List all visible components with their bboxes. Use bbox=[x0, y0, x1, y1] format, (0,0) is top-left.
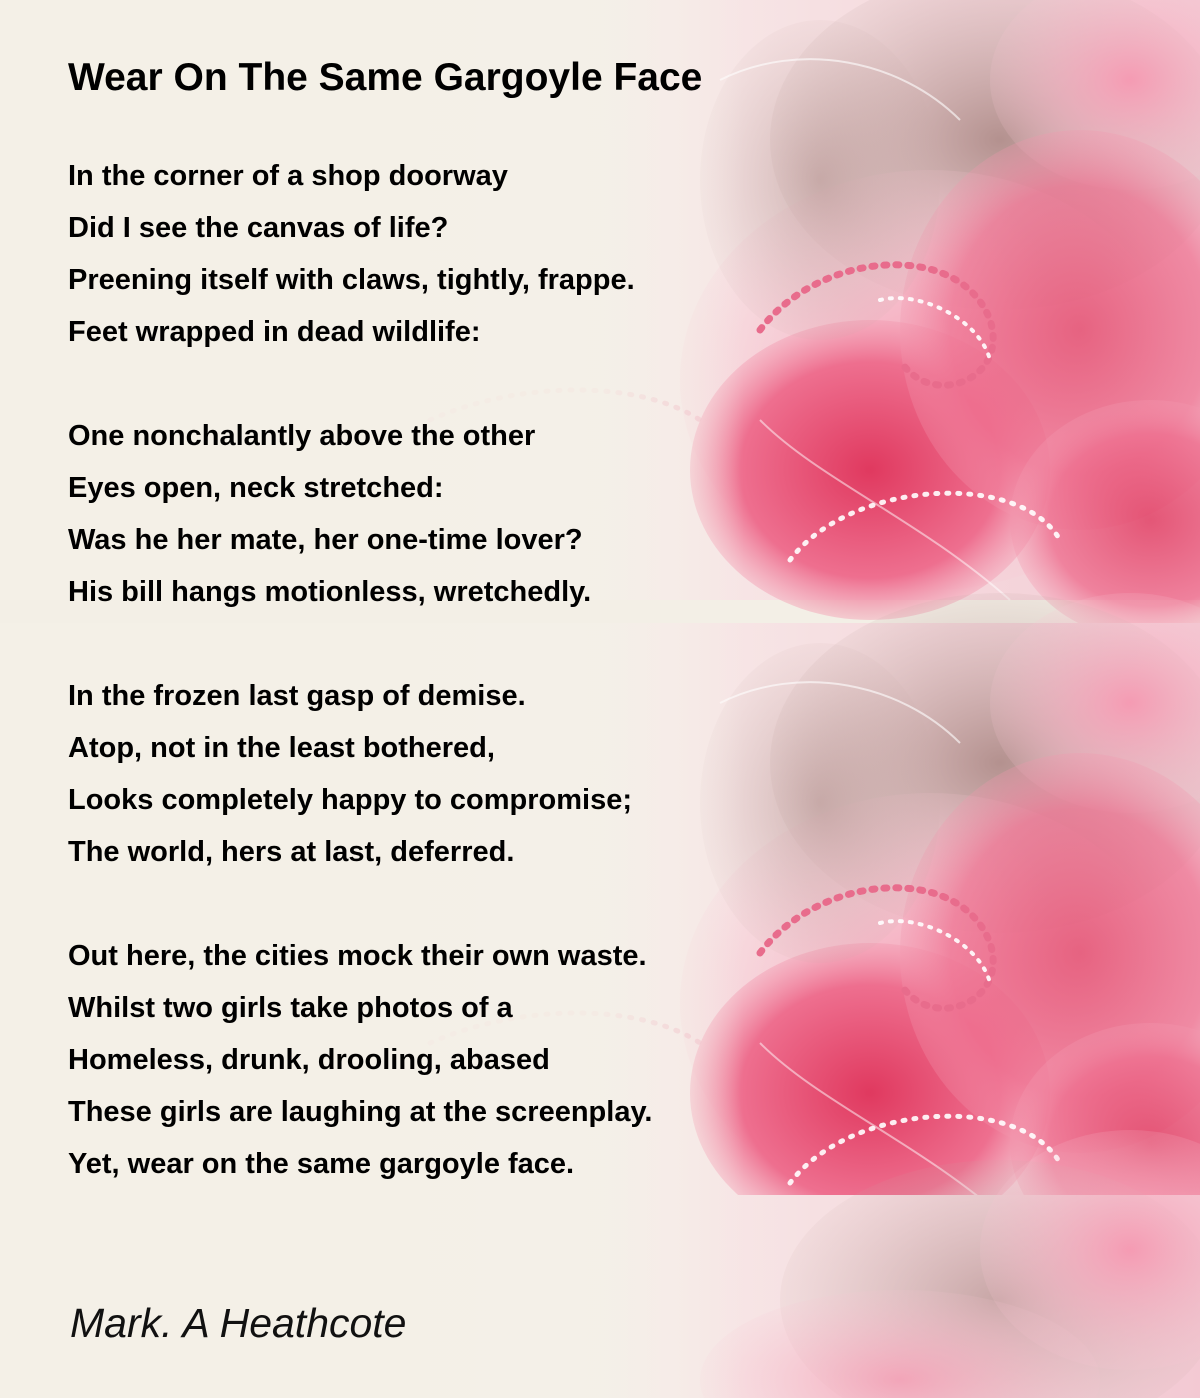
poem-line: Whilst two girls take photos of a bbox=[68, 992, 513, 1024]
poem-line: Homeless, drunk, drooling, abased bbox=[68, 1044, 550, 1076]
poem-line: Yet, wear on the same gargoyle face. bbox=[68, 1148, 575, 1180]
poem-author: Mark. A Heathcote bbox=[70, 1300, 407, 1346]
stanza bbox=[68, 930, 848, 1190]
poem-line: Atop, not in the least bothered, bbox=[68, 732, 495, 764]
poem-line: Was he her mate, her one-time lover? bbox=[68, 524, 583, 556]
poem-line: Did I see the canvas of life? bbox=[68, 212, 449, 244]
poem-line: His bill hangs motionless, wretchedly. bbox=[68, 576, 592, 608]
stanza bbox=[68, 150, 848, 358]
stanza bbox=[68, 670, 848, 878]
stanza bbox=[68, 410, 848, 618]
poem-line: Eyes open, neck stretched: bbox=[68, 472, 444, 504]
poem-line: In the corner of a shop doorway bbox=[68, 160, 508, 192]
poem-line: The world, hers at last, deferred. bbox=[68, 836, 515, 868]
poem-line: One nonchalantly above the other bbox=[68, 420, 536, 452]
poem-line: Feet wrapped in dead wildlife: bbox=[68, 316, 481, 348]
poem-line: These girls are laughing at the screenplay. bbox=[68, 1096, 653, 1128]
poem-line: In the frozen last gasp of demise. bbox=[68, 680, 526, 712]
poem-line: Out here, the cities mock their own waste. bbox=[68, 940, 647, 972]
poem-body bbox=[68, 150, 848, 1242]
poem-title: Wear On The Same Gargoyle Face bbox=[68, 56, 703, 99]
poem-line: Looks completely happy to compromise; bbox=[68, 784, 632, 816]
poem-line: Preening itself with claws, tightly, frappe. bbox=[68, 264, 635, 296]
